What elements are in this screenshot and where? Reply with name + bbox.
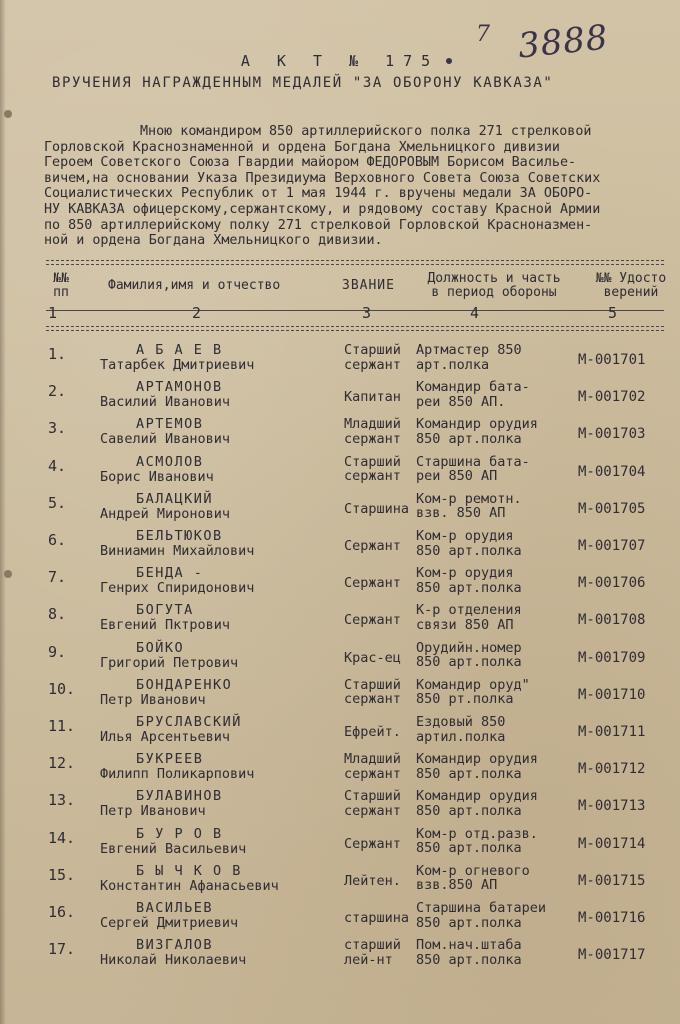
recipient-given-names: Николай Николаевич	[100, 952, 247, 969]
position-line: 850 арт.полка	[416, 951, 522, 968]
recipient-position	[416, 492, 522, 521]
intro-line: Героем Советского Союза Гвардии майором ФЕДОРОВЫМ Борисом Василье-	[44, 155, 577, 171]
recipient-given-names: Андрей Миронович	[100, 505, 231, 522]
position-line: Ком-р ремотн.	[416, 490, 522, 507]
recipient-rank	[344, 725, 401, 740]
recipient-rank	[344, 938, 401, 967]
recipient-position	[416, 455, 530, 484]
header-num: №№ пп	[53, 271, 69, 300]
intro-paragraph	[44, 124, 654, 249]
intro-line: Мною командиром 850 артиллерийского полка 271 стрелковой	[140, 124, 592, 139]
rank-line: Старший	[344, 788, 401, 805]
row-number: 11.	[48, 717, 76, 735]
table-row	[0, 678, 680, 716]
recipient-given-names: Филипп Поликарпович	[100, 766, 255, 783]
recipient-given-names: Константин Афанасьевич	[100, 877, 279, 894]
certificate-number: М-001714	[578, 835, 646, 852]
recipient-position	[416, 678, 530, 707]
row-number: 12.	[48, 754, 76, 773]
recipient-position	[416, 566, 522, 595]
rank-line: старшина	[344, 910, 410, 926]
position-line: артил.полка	[416, 728, 506, 745]
position-line: Старшина бата-	[416, 453, 530, 470]
header-rule-top	[46, 264, 664, 265]
position-line: К-р отделения	[416, 602, 522, 619]
position-line: 850 арт.полка	[416, 840, 522, 857]
handwritten-page-number: 7	[476, 22, 491, 47]
position-line: 850 арт.полка	[416, 430, 522, 447]
position-line: Пом.нач.штаба	[416, 937, 522, 954]
table-row	[0, 938, 680, 976]
recipient-position	[416, 789, 538, 818]
position-line: Артмастер 850	[416, 342, 522, 358]
row-number: 16.	[48, 903, 76, 921]
recipient-surname: АРТЕМОВ	[136, 416, 204, 433]
recipient-rank	[344, 576, 401, 591]
header-cert: №№ Удосто верений	[595, 271, 667, 300]
position-line: реи 850 АП	[416, 468, 498, 485]
recipient-position	[416, 864, 530, 893]
recipient-position	[416, 380, 530, 409]
rank-line: Младший	[344, 416, 401, 433]
table-row	[0, 417, 680, 455]
recipient-rank	[344, 678, 401, 707]
intro-line: НУ КАВКАЗА офицерскому,сержантскому, и рядовому составу Красной Армии	[44, 201, 601, 217]
position-line: 850 арт.полка	[416, 914, 522, 931]
intro-line: Горловской Краснознаменной и ордена Богдана Хмельницкого дивизии	[44, 139, 560, 155]
header-name: Фамилия,имя и отчество	[108, 278, 281, 293]
document-title: А К Т № 175	[240, 52, 440, 70]
position-line: Ком-р огневого	[416, 862, 530, 879]
table-row	[0, 827, 680, 865]
header-rule-bottom	[46, 326, 664, 327]
row-number: 3.	[48, 419, 67, 438]
position-line: Командир орудия	[416, 416, 538, 433]
recipient-given-names: Илья Арсентьевич	[100, 729, 231, 745]
rank-line: Младший	[344, 751, 401, 768]
position-line: арт.полка	[416, 356, 490, 373]
rank-line: Крас-ец	[344, 649, 401, 666]
intro-line: по 850 артиллерийскому полку 271 стрелковой Горловской Красноназмен-	[44, 217, 593, 233]
recipient-position	[416, 417, 538, 446]
rank-line: Старший	[344, 342, 401, 358]
certificate-number: М-001713	[578, 798, 646, 815]
rank-line: Сержант	[344, 835, 401, 852]
position-line: связи 850 АП	[416, 616, 514, 633]
recipient-rank	[344, 502, 409, 517]
rank-line: сержант	[344, 765, 401, 782]
recipient-surname: БЕНДА -	[136, 565, 204, 582]
recipient-surname: БРУСЛАВСКИЙ	[136, 714, 242, 730]
position-line: 850 арт.полка	[416, 542, 522, 559]
recipient-surname: АРТАМОНОВ	[136, 379, 223, 396]
row-number: 7.	[48, 568, 67, 587]
certificate-number: М-001707	[578, 538, 646, 554]
certificate-number: М-001704	[578, 463, 646, 480]
certificate-number: М-001710	[578, 686, 646, 703]
row-number: 8.	[48, 605, 67, 624]
recipient-position	[416, 343, 522, 372]
certificate-number: М-001717	[578, 947, 646, 964]
table-row	[0, 752, 680, 790]
table-row	[0, 380, 680, 418]
position-line: взв. 850 АП	[416, 505, 506, 522]
position-line: 850 арт.полка	[416, 654, 522, 671]
recipient-surname: Б У Р О В	[136, 825, 223, 842]
table-row	[0, 492, 680, 530]
position-line: Ездовый 850	[416, 714, 506, 730]
certificate-number: М-001706	[578, 575, 646, 592]
table-row	[0, 455, 680, 493]
rank-line: сержант	[344, 802, 401, 819]
rank-line: сержант	[344, 430, 401, 447]
table-row	[0, 641, 680, 679]
position-line: реи 850 АП.	[416, 393, 506, 410]
recipient-given-names: Григорий Петрович	[100, 654, 239, 671]
header-position: Должность и часть в период обороны	[427, 271, 561, 300]
recipient-given-names: Борис Иванович	[100, 468, 214, 485]
recipient-surname: АСМОЛОВ	[136, 453, 204, 470]
row-number: 13.	[48, 791, 76, 810]
position-line: Командир бата-	[416, 379, 530, 396]
intro-line: Социалистических Республик от 1 мая 1944 г. вручены медали ЗА ОБОРО-	[44, 186, 593, 202]
recipient-surname: БОГУТА	[136, 602, 194, 619]
row-number: 15.	[48, 865, 76, 884]
recipient-rank	[344, 417, 401, 446]
rank-line: Ефрейт.	[344, 724, 401, 740]
recipient-given-names: Петр Иванович	[100, 803, 206, 820]
recipient-rank	[344, 539, 401, 554]
recipient-rank	[344, 343, 401, 372]
handwritten-archive-number: 3888	[516, 17, 611, 67]
recipient-rank	[344, 752, 401, 781]
rank-line: Сержант	[344, 612, 401, 629]
rank-line: Старший	[344, 676, 401, 693]
recipient-position	[416, 752, 538, 781]
recipient-given-names: Петр Иванович	[100, 691, 206, 708]
position-line: Командир оруд"	[416, 676, 530, 693]
row-number: 1.	[48, 345, 67, 363]
recipient-given-names: Виниамин Михайлович	[100, 543, 255, 559]
position-line: Ком-р орудия	[416, 565, 514, 582]
rank-line: Лейтен.	[344, 872, 401, 889]
recipient-given-names: Евгений Пктрович	[100, 617, 231, 634]
recipient-rank	[344, 651, 401, 666]
recipient-surname: БАЛАЦКИЙ	[136, 490, 214, 507]
table-row	[0, 566, 680, 604]
certificate-number: М-001701	[578, 352, 646, 368]
recipient-position	[416, 529, 522, 558]
row-number: 10.	[48, 679, 76, 698]
intro-line: вичем,на основании Указа Президиума Верховного Совета Союза Советских	[44, 170, 601, 186]
recipient-rank	[344, 789, 401, 818]
certificate-number: М-001711	[578, 724, 646, 740]
table-row	[0, 343, 680, 381]
recipient-given-names: Савелий Иванович	[100, 431, 231, 448]
position-line: Командир орудия	[416, 751, 538, 768]
recipient-surname: БЕЛЬТЮКОВ	[136, 528, 223, 544]
position-line: взв.850 АП	[416, 877, 498, 894]
document-subtitle: ВРУЧЕНИЯ НАГРАЖДЕННЫМ МЕДАЛЕЙ "ЗА ОБОРОНУ КАВКАЗА"	[52, 75, 554, 91]
position-line: 850 арт.полка	[416, 802, 522, 819]
position-line: 850 рт.полка	[416, 691, 514, 708]
recipient-rank	[344, 390, 401, 405]
column-number: 3	[362, 304, 372, 322]
recipient-surname: ВИЗГАЛОВ	[136, 937, 214, 954]
rank-line: сержант	[344, 691, 401, 708]
recipient-surname: БУЛАВИНОВ	[136, 788, 223, 805]
recipient-given-names: Евгений Васильевич	[100, 840, 247, 857]
certificate-number: М-001716	[578, 910, 646, 926]
row-number: 14.	[48, 828, 76, 847]
recipient-position	[416, 938, 522, 967]
recipient-given-names: Татарбек Дмитриевич	[100, 357, 255, 373]
intro-line: ной и ордена Богдана Хмельницкого дивизии.	[44, 233, 383, 249]
position-line: Орудийн.номер	[416, 639, 522, 656]
rank-line: Старшина	[344, 500, 410, 517]
recipient-surname: Б Ы Ч К О В	[136, 862, 242, 879]
recipient-given-names: Василий Иванович	[100, 394, 231, 411]
position-line: Ком-р отд.разв.	[416, 825, 538, 842]
table-row	[0, 529, 680, 567]
recipient-rank	[344, 455, 401, 484]
binding-hole	[4, 110, 12, 118]
certificate-number: М-001712	[578, 761, 646, 778]
row-number: 2.	[48, 382, 67, 401]
table-row	[0, 901, 680, 939]
recipient-rank	[344, 837, 401, 852]
rank-line: Сержант	[344, 538, 401, 554]
row-number: 9.	[48, 642, 67, 661]
rank-line: старший	[344, 937, 401, 954]
recipient-given-names: Генрих Спиридонович	[100, 580, 255, 597]
recipient-surname: ВАСИЛЬЕВ	[136, 900, 214, 916]
header-rule-bottom	[46, 330, 664, 331]
header-rule-mid	[46, 310, 664, 311]
certificate-number: М-001709	[578, 649, 646, 666]
rank-line: сержант	[344, 356, 401, 373]
recipient-surname: БОЙКО	[136, 639, 185, 656]
table-row	[0, 603, 680, 641]
column-number: 1	[48, 304, 58, 322]
recipient-surname: А Б А Е В	[136, 342, 223, 358]
table-row	[0, 864, 680, 902]
table-row	[0, 789, 680, 827]
recipient-position	[416, 827, 538, 856]
certificate-number: М-001705	[578, 500, 646, 517]
rank-line: Капитан	[344, 389, 401, 406]
recipient-position	[416, 715, 505, 744]
recipient-rank	[344, 911, 409, 926]
recipient-rank	[344, 874, 401, 889]
rank-line: сержант	[344, 468, 401, 485]
position-line: Ком-р орудия	[416, 528, 514, 544]
table-row	[0, 715, 680, 753]
row-number: 17.	[48, 940, 76, 959]
column-number: 2	[192, 304, 202, 322]
position-line: Командир орудия	[416, 788, 538, 805]
position-line: Старшина батареи	[416, 900, 547, 916]
certificate-number: М-001708	[578, 612, 646, 629]
row-number: 4.	[48, 456, 67, 475]
certificate-number: М-001715	[578, 872, 646, 889]
certificate-number: М-001703	[578, 426, 646, 443]
recipient-given-names: Сергей Дмитриевич	[100, 915, 239, 931]
recipient-surname: БОНДАРЕНКО	[136, 676, 233, 693]
column-number: 4	[470, 304, 480, 322]
position-line: 850 арт.полка	[416, 579, 522, 596]
recipient-surname: БУКРЕЕВ	[136, 751, 204, 768]
rank-line: Сержант	[344, 575, 401, 592]
recipient-rank	[344, 613, 401, 628]
header-rank: ЗВАНИЕ	[342, 278, 395, 293]
certificate-number: М-001702	[578, 389, 646, 406]
recipient-position	[416, 603, 522, 632]
row-number: 5.	[48, 493, 67, 512]
position-line: 850 арт.полка	[416, 765, 522, 782]
column-number: 5	[608, 304, 618, 322]
recipient-position	[416, 641, 522, 670]
header-rule-top	[46, 260, 664, 261]
rank-line: лей-нт	[344, 951, 393, 968]
recipient-position	[416, 901, 546, 930]
row-number: 6.	[48, 531, 67, 549]
rank-line: Старший	[344, 453, 401, 470]
